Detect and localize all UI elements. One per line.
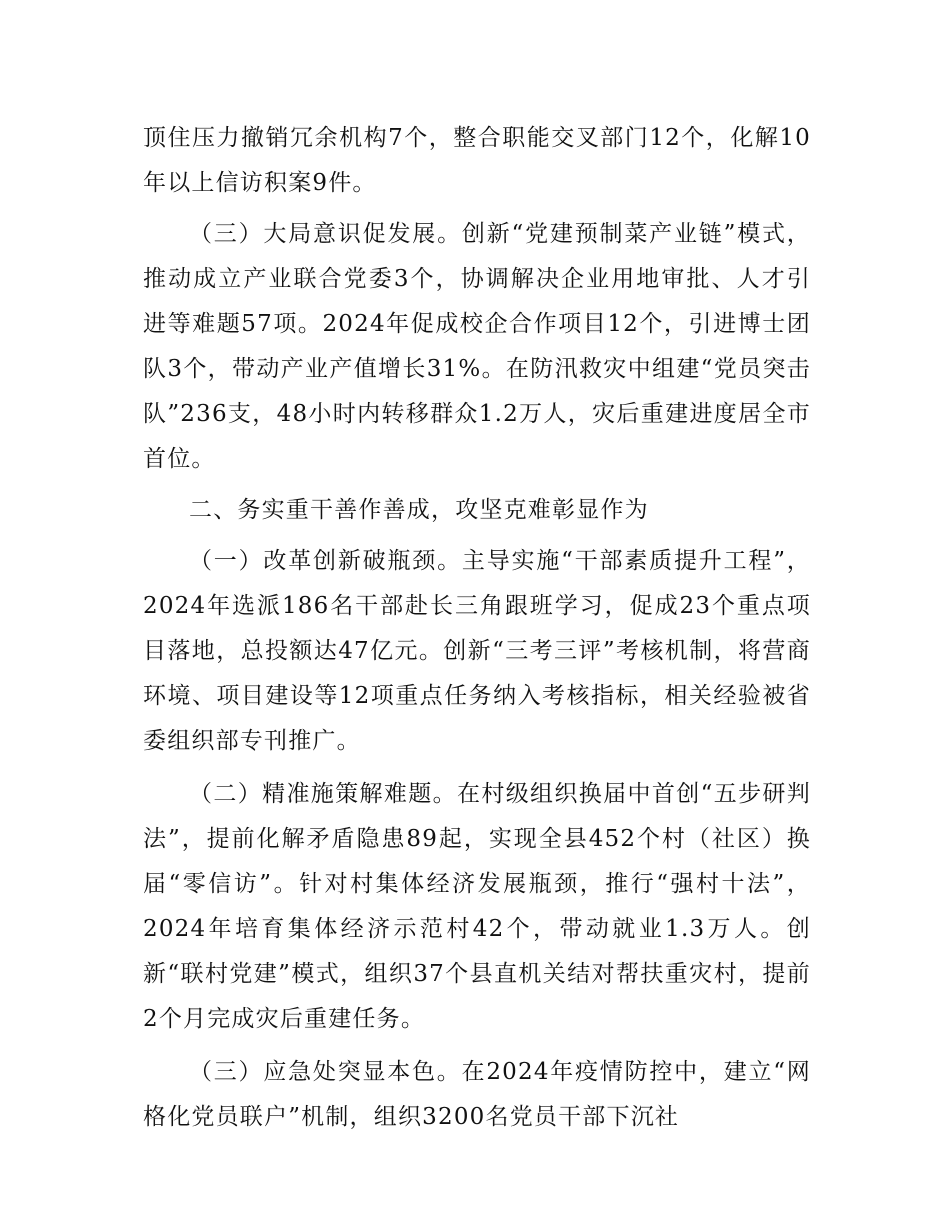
paragraph-reform-innovation: （一）改革创新破瓶颈。主导实施“干部素质提升工程”，2024年选派186名干部赴长三角跟班学习，促成23个重点项目落地，总投额达47亿元。创新“三考三评”考核机制，将营商环境、项目建设等12项重点任务纳入考核指标，相关经验被省委组织部专刊推广。	[143, 548, 811, 754]
paragraph-precise-policy: （二）精准施策解难题。在村级组织换届中首创“五步研判法”，提前化解矛盾隐患89起，实现全县452个村（社区）换届“零信访”。针对村集体经济发展瓶颈，推行“强村十法”，2024年培育集体经济示范村42个，带动就业1.3万人。创新“联村党建”模式，组织37个县直机关结对帮扶重灾村，提前2个月完成灾后重建任务。	[143, 781, 811, 1032]
paragraph-continuation: 顶住压力撤销冗余机构7个，整合职能交叉部门12个，化解10年以上信访积案9件。	[143, 125, 811, 196]
document-body	[143, 116, 811, 1140]
paragraph-section-3-overall-development: （三）大局意识促发展。创新“党建预制菜产业链”模式，推动成立产业联合党委3个，协调解决企业用地审批、人才引进等难题57项。2024年促成校企合作项目12个，引进博士团队3个，带动产业产值增长31%。在防汛救灾中组建“党员突击队”236支，48小时内转移群众1.2万人，灾后重建进度居全市首位。	[143, 221, 811, 472]
section-heading-2: 二、务实重干善作善成，攻坚克难彰显作为	[189, 497, 649, 523]
paragraph-emergency-response: （三）应急处突显本色。在2024年疫情防控中，建立“网格化党员联户”机制，组织3200名党员干部下沉社	[143, 1059, 811, 1130]
